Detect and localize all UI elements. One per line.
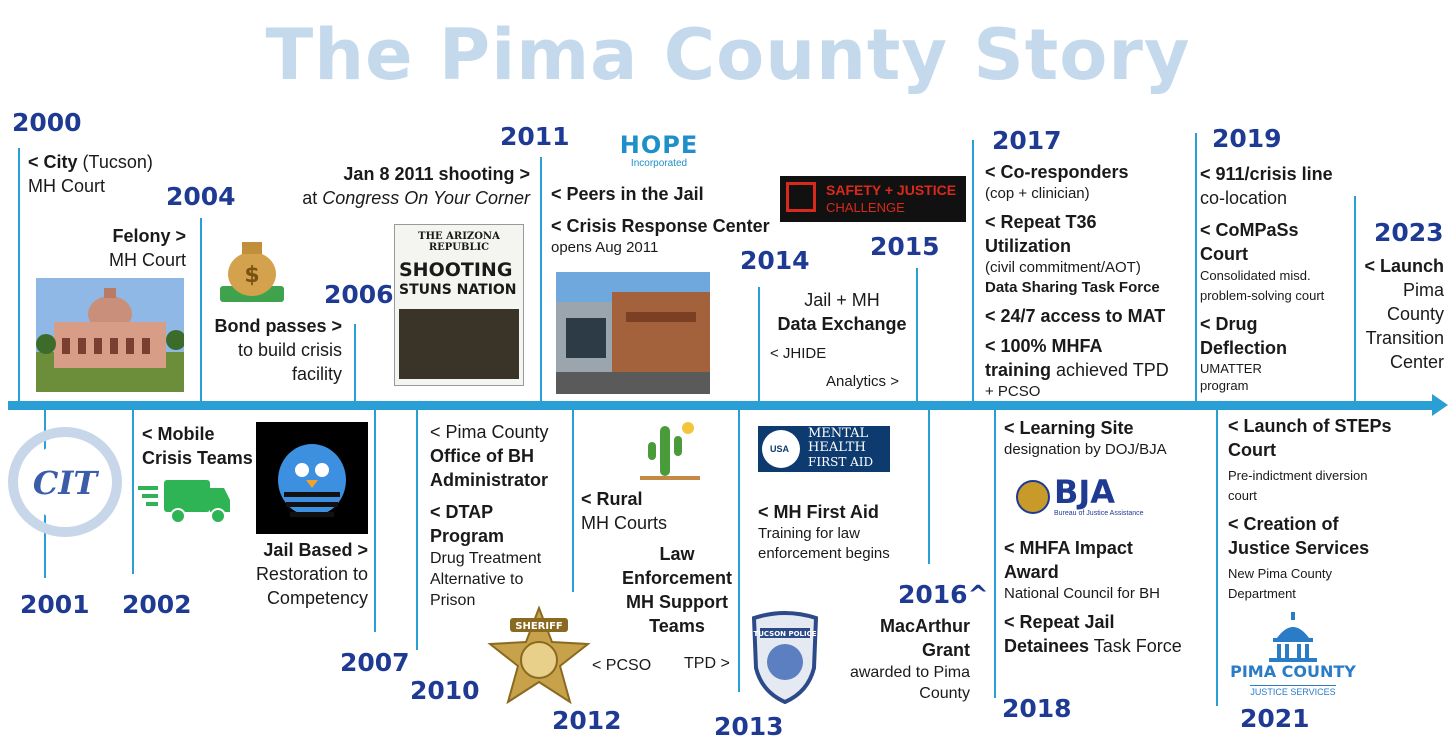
event-2023 — [1350, 254, 1444, 374]
pima-justice-text: PIMA COUNTY — [1230, 662, 1356, 681]
event-2011a — [270, 162, 530, 210]
newspaper-headline-1: SHOOTING — [399, 259, 513, 281]
event-2017-l2: (cop + clinician) — [985, 185, 1090, 202]
event-2000-l1-bold: < City — [28, 152, 78, 172]
event-2023-l1: < Launch — [1364, 256, 1444, 276]
event-2010-l5: Program — [430, 526, 505, 546]
safety-justice-text: SAFETY + JUSTICE — [826, 182, 957, 198]
tick-2017 — [972, 140, 974, 402]
event-2014-l2: Data Exchange — [777, 314, 907, 334]
bja-text: BJA — [1054, 473, 1116, 511]
event-2006 — [196, 314, 342, 386]
pima-justice-sub: JUSTICE SERVICES — [1250, 687, 1336, 697]
event-2015-l3: enforcement begins — [758, 545, 890, 562]
tick-2015 — [916, 268, 918, 402]
newspaper-headline-2: STUNS NATION — [399, 282, 517, 298]
event-2023-l4: Transition — [1365, 328, 1444, 348]
event-2018-l7-rest: Task Force — [1089, 636, 1182, 656]
year-2019: 2019 — [1212, 124, 1282, 153]
event-2017-l5: (civil commitment/AOT) — [985, 259, 1141, 276]
event-2002-l1: < Mobile — [142, 424, 215, 444]
event-2011a-l1: Jan 8 2011 shooting > — [343, 164, 530, 184]
event-2007 — [226, 538, 368, 610]
event-2016-l4: County — [919, 685, 970, 702]
event-2004-l1: Felony > — [112, 226, 186, 246]
event-2010-l8: Prison — [430, 592, 476, 609]
event-2012-l2: MH Courts — [581, 513, 668, 533]
event-2012-pcso: < PCSO — [592, 657, 652, 674]
year-2012: 2012 — [552, 706, 622, 735]
tick-2014 — [758, 287, 760, 402]
event-2011a-l2-pre: at — [302, 188, 323, 208]
event-2011b-l2: < Crisis Response Center — [551, 216, 770, 236]
event-2019-l8: Deflection — [1200, 338, 1288, 358]
event-2018-l1: < Learning Site — [1004, 418, 1134, 438]
event-2013-l2: Enforcement — [621, 568, 733, 588]
event-2010 — [430, 420, 570, 611]
event-2017 — [985, 160, 1193, 402]
event-2019-l4: Court — [1200, 244, 1248, 264]
event-2021-l8: Department — [1228, 586, 1296, 601]
year-2014: 2014 — [740, 246, 810, 275]
event-2010-l3: Administrator — [430, 470, 549, 490]
safety-justice-mark — [786, 182, 816, 212]
event-2004-l2: MH Court — [108, 250, 186, 270]
event-2000 — [28, 150, 153, 198]
sheriff-badge-icon — [486, 604, 592, 712]
year-2016: 2016^ — [898, 580, 989, 609]
event-2018-l4: Award — [1004, 562, 1059, 582]
event-2018-l5: National Council for BH — [1004, 585, 1160, 602]
event-2010-l2: Office of BH — [430, 446, 535, 466]
event-2015-l2: Training for law — [758, 525, 860, 542]
event-2017-l7: < 24/7 access to MAT — [985, 306, 1166, 326]
event-2013 — [606, 542, 748, 638]
event-2017-l3: < Repeat T36 — [985, 212, 1097, 232]
event-2016-l1: MacArthur — [879, 616, 970, 636]
crisis-center-photo — [556, 272, 710, 394]
mhfa-text-3: FIRST AID — [808, 455, 874, 469]
pima-justice-logo — [1228, 612, 1358, 698]
event-2007-l1: Jail Based > — [263, 540, 368, 560]
hope-logo — [616, 132, 702, 169]
event-2017-l8: < 100% MHFA — [985, 336, 1103, 356]
cit-logo — [6, 426, 124, 538]
event-2014-jhide: < JHIDE — [770, 345, 827, 362]
tick-2010 — [416, 410, 418, 650]
event-2019-l2: co-location — [1200, 188, 1288, 208]
event-2002 — [142, 422, 253, 470]
timeline-axis — [8, 401, 1436, 410]
event-2015 — [758, 500, 928, 564]
tick-2000 — [18, 148, 20, 402]
tick-2002 — [132, 410, 134, 574]
svg-text:$: $ — [244, 263, 260, 288]
year-2001: 2001 — [20, 590, 90, 619]
event-2018-top — [1004, 416, 1204, 460]
event-2019-l7: < Drug — [1200, 314, 1258, 334]
mhfa-text-1: MENTAL — [808, 426, 869, 441]
event-2011b — [551, 182, 781, 258]
year-2017: 2017 — [992, 126, 1062, 155]
event-2010-l1: < Pima County — [430, 422, 549, 442]
tick-2006 — [354, 324, 356, 402]
event-2016-l3: awarded to Pima — [849, 664, 970, 681]
tick-2019 — [1195, 133, 1197, 402]
event-2023-l3: County — [1386, 304, 1444, 324]
event-2013-l1: Law — [659, 544, 695, 564]
event-2014-analytics: Analytics > — [826, 373, 899, 390]
event-2011b-l1: < Peers in the Jail — [551, 184, 704, 204]
event-2019-l9: UMATTER — [1200, 361, 1262, 376]
event-2021-l2: Court — [1228, 440, 1276, 460]
jailbird-image — [256, 422, 368, 534]
event-2019-l6: problem-solving court — [1200, 288, 1325, 303]
bja-seal — [1016, 480, 1050, 514]
event-2007-l2: Restoration to — [255, 564, 368, 584]
tick-2016 — [928, 410, 930, 564]
event-2014-l1: Jail + MH — [804, 290, 880, 310]
newspaper-image — [394, 224, 524, 386]
event-2018-l6: < Repeat Jail — [1004, 612, 1115, 632]
event-2011a-l2-italic: Congress On Your Corner — [322, 188, 530, 208]
event-2012 — [581, 487, 667, 535]
event-2021-l1: < Launch of STEPs — [1228, 416, 1392, 436]
event-2019-l1: < 911/crisis line — [1200, 164, 1333, 184]
year-2013: 2013 — [714, 712, 784, 741]
event-2021-l3: Pre-indictment diversion — [1228, 468, 1368, 483]
year-2010: 2010 — [410, 676, 480, 705]
event-2016 — [830, 614, 970, 704]
mhfa-mark-text: USA — [770, 444, 790, 454]
timeline-arrowhead — [1432, 394, 1448, 416]
event-2018-l3: < MHFA Impact — [1004, 538, 1133, 558]
capitol-dome-icon — [1263, 612, 1323, 662]
event-2004 — [60, 224, 186, 272]
event-2019 — [1200, 162, 1350, 394]
event-2016-l2: Grant — [921, 640, 970, 660]
event-2017-l9-rest: achieved TPD — [1051, 360, 1169, 380]
safety-justice-sub: CHALLENGE — [826, 200, 905, 215]
event-2019-l3: < CoMPaSs — [1200, 220, 1299, 240]
event-2019-l10: program — [1200, 378, 1249, 393]
event-2013-l3: MH Support — [626, 592, 728, 612]
event-2007-l3: Competency — [266, 588, 368, 608]
year-2004: 2004 — [166, 182, 236, 211]
event-2023-l2: Pima — [1402, 280, 1444, 300]
mhfa-text-2: HEALTH — [808, 440, 866, 455]
year-2007: 2007 — [340, 648, 410, 677]
event-2006-l3: facility — [291, 364, 342, 384]
page-title: The Pima County Story — [265, 14, 1191, 96]
event-2021-l7: New Pima County — [1228, 566, 1333, 581]
event-2021 — [1228, 414, 1438, 604]
event-2018-l2: designation by DOJ/BJA — [1004, 441, 1167, 458]
event-2013-l4: Teams — [649, 616, 705, 636]
event-2021-l6: Justice Services — [1228, 538, 1370, 558]
event-2019-l5: Consolidated misd. — [1200, 268, 1311, 283]
year-2000: 2000 — [12, 108, 82, 137]
event-2021-l5: < Creation of — [1228, 514, 1339, 534]
event-2017-l10: + PCSO — [985, 383, 1041, 400]
tick-2018 — [994, 410, 996, 698]
tpd-badge-text: TUCSON POLICE — [753, 630, 817, 638]
hope-logo-text: HOPE — [619, 131, 699, 159]
event-2021-l4: court — [1228, 488, 1257, 503]
cactus-icon — [640, 420, 700, 484]
event-2014 — [770, 288, 914, 336]
bja-sub: Bureau of Justice Assistance — [1054, 510, 1144, 517]
bja-logo — [1016, 473, 1144, 524]
event-2006-l1: Bond passes > — [214, 316, 342, 336]
event-2010-l4: < DTAP — [430, 502, 494, 522]
event-2010-l6: Drug Treatment — [430, 550, 542, 567]
event-2013-tpd: TPD > — [684, 655, 730, 672]
event-2023-l5: Center — [1389, 352, 1444, 372]
event-2000-l2: MH Court — [28, 176, 106, 196]
year-2011: 2011 — [500, 122, 570, 151]
year-2015: 2015 — [870, 232, 940, 261]
year-2021: 2021 — [1240, 704, 1310, 733]
courthouse-photo — [36, 278, 184, 392]
event-2018-bottom — [1004, 536, 1204, 658]
event-2015-l1: < MH First Aid — [758, 502, 879, 522]
tpd-badge-icon — [748, 608, 822, 704]
year-2002: 2002 — [122, 590, 192, 619]
safety-justice-logo — [780, 176, 966, 222]
event-2017-l6: Data Sharing Task Force — [985, 279, 1160, 296]
event-2010-l7: Alternative to — [430, 571, 524, 588]
tick-2011 — [540, 157, 542, 402]
hope-logo-sub: Incorporated — [630, 158, 688, 169]
event-2017-l1: < Co-responders — [985, 162, 1129, 182]
event-2018-l7-bold: Detainees — [1004, 636, 1090, 656]
tick-2007 — [374, 410, 376, 632]
mobile-van-icon — [136, 474, 232, 526]
newspaper-photo — [399, 309, 519, 379]
cit-logo-text: CIT — [32, 464, 98, 502]
tick-2021 — [1216, 410, 1218, 706]
money-bag-icon — [218, 236, 286, 306]
event-2012-l1: < Rural — [581, 489, 643, 509]
event-2002-l2: Crisis Teams — [142, 448, 253, 468]
newspaper-masthead: THE ARIZONA REPUBLIC — [418, 231, 500, 253]
event-2000-l1-rest: (Tucson) — [77, 152, 153, 172]
event-2017-l9-bold: training — [985, 360, 1051, 380]
year-2023: 2023 — [1374, 218, 1444, 247]
event-2011b-l3: opens Aug 2011 — [551, 239, 659, 256]
mhfa-logo — [758, 426, 890, 472]
sheriff-badge-text: SHERIFF — [515, 621, 563, 632]
event-2006-l2: to build crisis — [237, 340, 342, 360]
year-2006: 2006 — [324, 280, 394, 309]
tick-2012 — [572, 410, 574, 592]
year-2018: 2018 — [1002, 694, 1072, 723]
event-2017-l4: Utilization — [985, 236, 1071, 256]
